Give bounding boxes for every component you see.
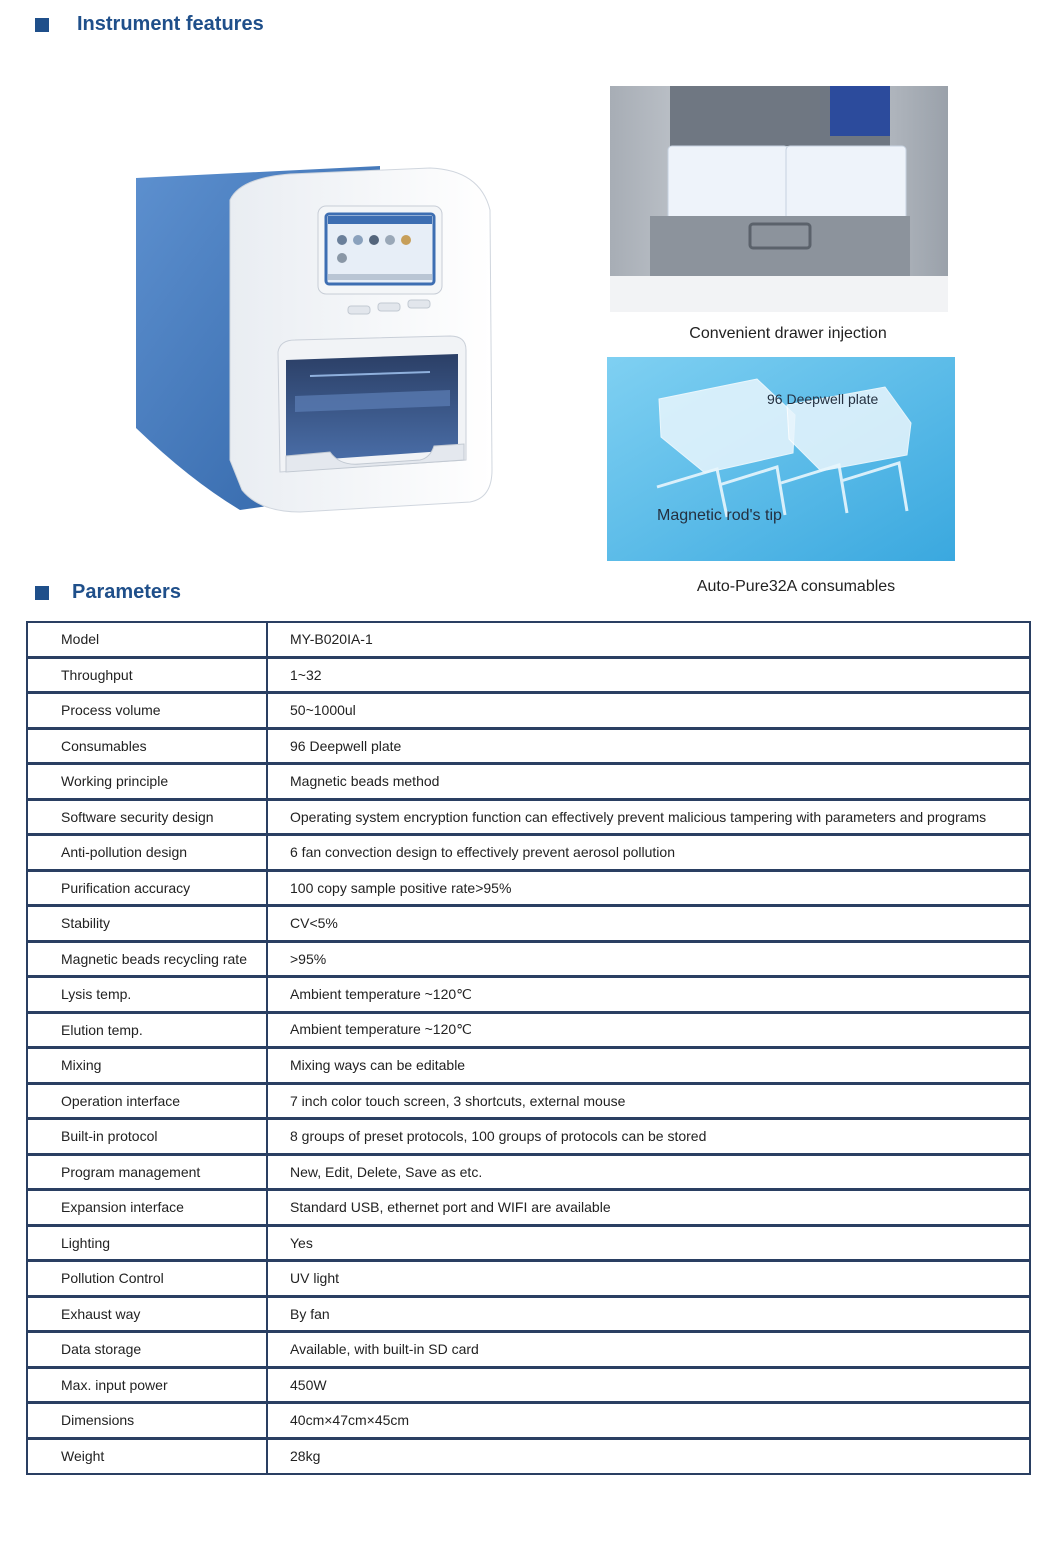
param-label: Exhaust way: [28, 1298, 268, 1331]
label-deepwell-plate: 96 Deepwell plate: [767, 391, 879, 407]
param-label: Dimensions: [28, 1404, 268, 1437]
param-label: Data storage: [28, 1333, 268, 1366]
table-row: [28, 872, 1029, 908]
param-value: 7 inch color touch screen, 3 shortcuts, external mouse: [290, 1092, 626, 1109]
param-value: UV light: [290, 1270, 340, 1287]
param-label: Lighting: [28, 1227, 268, 1260]
table-row: [28, 1440, 1029, 1473]
param-value: 450W: [290, 1376, 327, 1393]
param-value: Available, with built-in SD card: [290, 1341, 479, 1358]
param-label: Operation interface: [28, 1085, 268, 1118]
param-value: Standard USB, ethernet port and WIFI are available: [290, 1199, 611, 1216]
caption-consumables: Auto-Pure32A consumables: [696, 578, 896, 595]
table-row: [28, 1156, 1029, 1192]
table-row: [28, 1014, 1029, 1050]
table-row: [28, 907, 1029, 943]
param-label: Magnetic beads recycling rate: [28, 943, 268, 976]
param-value: 8 groups of preset protocols, 100 groups of protocols can be stored: [290, 1128, 707, 1145]
table-row: [28, 1262, 1029, 1298]
table-row: [28, 730, 1029, 766]
param-label: Stability: [28, 907, 268, 940]
drawer-photo: [610, 86, 948, 312]
table-row: [28, 1369, 1029, 1405]
param-label: Built-in protocol: [28, 1120, 268, 1153]
table-row: [28, 694, 1029, 730]
param-label: Model: [28, 623, 268, 656]
param-value: 100 copy sample positive rate>95%: [290, 879, 512, 896]
table-row: [28, 1404, 1029, 1440]
param-value: MY-B020IA-1: [290, 631, 373, 648]
table-row: [28, 801, 1029, 837]
param-label: Consumables: [28, 730, 268, 763]
caption-drawer: Convenient drawer injection: [689, 325, 887, 342]
section-header-instrument-features: [35, 13, 264, 36]
param-label: Expansion interface: [28, 1191, 268, 1224]
param-label: Program management: [28, 1156, 268, 1189]
param-label: Purification accuracy: [28, 872, 268, 905]
param-value: New, Edit, Delete, Save as etc.: [290, 1163, 483, 1180]
table-row: [28, 659, 1029, 695]
consumables-photo-graphic: [607, 357, 955, 561]
param-label: Elution temp.: [28, 1014, 268, 1047]
param-value: Ambient temperature ~120℃: [290, 985, 472, 1002]
table-row: [28, 1049, 1029, 1085]
param-value: 28kg: [290, 1448, 321, 1464]
table-row: [28, 1227, 1029, 1263]
section-bullet-square: [35, 586, 49, 600]
param-value: 96 Deepwell plate: [290, 737, 402, 754]
param-label: Working principle: [28, 765, 268, 798]
section-title-parameters: Parameters: [72, 581, 181, 603]
instrument-image: [130, 160, 502, 516]
section-bullet-square: [35, 18, 49, 32]
table-row: [28, 943, 1029, 979]
param-label: Max. input power: [28, 1369, 268, 1402]
consumables-photo: [607, 357, 955, 561]
table-row: [28, 1298, 1029, 1334]
param-label: Lysis temp.: [28, 978, 268, 1011]
table-row: [28, 1085, 1029, 1121]
param-label: Software security design: [28, 801, 268, 834]
param-label: Pollution Control: [28, 1262, 268, 1295]
table-row: [28, 978, 1029, 1014]
param-value: 1~32: [290, 666, 322, 683]
param-label: Process volume: [28, 694, 268, 727]
parameters-table: [26, 621, 1031, 1475]
param-label: Anti-pollution design: [28, 836, 268, 869]
param-value: 40cm×47cm×45cm: [290, 1412, 410, 1429]
param-value: >95%: [290, 950, 327, 967]
param-label: Weight: [28, 1440, 268, 1473]
drawer-photo-graphic: [610, 86, 948, 312]
section-header-parameters: [35, 581, 181, 604]
table-row: [28, 623, 1029, 659]
param-value: By fan: [290, 1305, 330, 1322]
param-value: 50~1000ul: [290, 702, 356, 719]
section-title-instrument-features: Instrument features: [77, 13, 264, 35]
table-row: [28, 836, 1029, 872]
param-value: CV<5%: [290, 915, 338, 932]
label-magnetic-rod-tip: Magnetic rod's tip: [657, 507, 782, 524]
param-value: Magnetic beads method: [290, 773, 440, 790]
table-row: [28, 1333, 1029, 1369]
table-row: [28, 765, 1029, 801]
table-row: [28, 1191, 1029, 1227]
param-value: Operating system encryption function can effectively prevent malicious tampering with parameters and programs: [290, 808, 987, 825]
param-value: Yes: [290, 1234, 313, 1251]
param-value: Mixing ways can be editable: [290, 1057, 466, 1074]
param-label: Throughput: [28, 659, 268, 692]
param-value: 6 fan convection design to effectively prevent aerosol pollution: [290, 844, 675, 861]
param-label: Mixing: [28, 1049, 268, 1082]
param-value: Ambient temperature ~120℃: [290, 1021, 472, 1038]
table-row: [28, 1120, 1029, 1156]
